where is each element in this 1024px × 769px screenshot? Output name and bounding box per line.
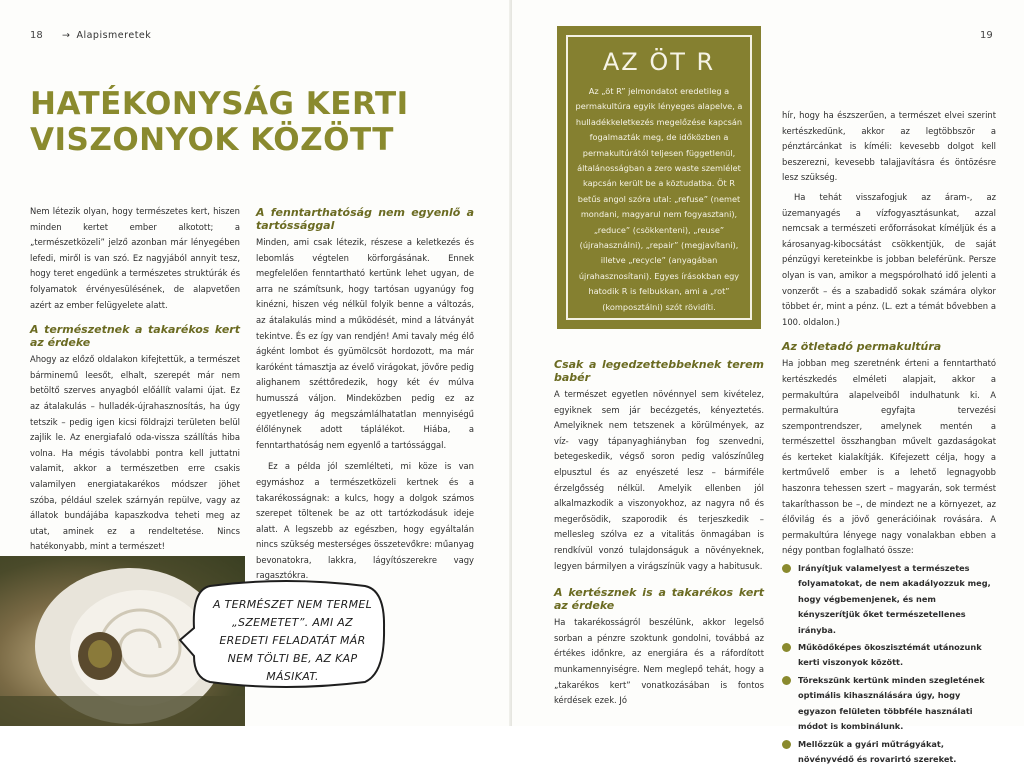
subheading-legedzettebbeknek: Csak a legedzettebbeknek terem babér xyxy=(554,358,764,384)
paragraph: Ha takarékosságról beszélünk, akkor legelső sorban a pénzre szoktunk gondolni, továbbá az értékes időnkre, az energiára és a ráfordított munkamennyiségre. Nem meglepő tehát, hogy a „takarékos kert” vonatkozásában is fontos kérdések ezek. Jó xyxy=(554,617,764,706)
left-column-2 xyxy=(256,206,474,584)
paragraph: Minden, ami csak létezik, részese a keletkezés és lebomlás végtelen körforgásának. Ennek megfelelően fenntartható kertünk lehet ugyan, de arra ne számítsunk, hogy tartósan ugyanúgy fog kinézni, hiszen vég nélkül folyik benne a változás, az átalakulás mind a működését, mind a látványát tekintve. És ez így van rendjén! Ami tavaly még élő ágként lombot és gyümölcsöt hordozott, ma már karóként támasztja az évelő virágokat, jövőre pedig alighanem széttőredezik, hogy két év múlva humusszá váljon. Mindeközben pedig ez az egyetlenegy ág megszámlálhatatlan mennyiségű élőlénynek adott táplálékot. Hiába, a fenntarthatóság nem egyenlő a tartóssággal. xyxy=(256,237,474,450)
page-number: 18 xyxy=(30,30,43,41)
bullet-dot-icon xyxy=(782,676,791,685)
principles-list xyxy=(782,561,996,767)
paragraph: hír, hogy ha észszerűen, a természet elvei szerint kertészkedünk, akkor az legtöbbször a pénztárcánkat is kíméli: kevesebb dolgot kell beszerezni, kevesebb talajjavításra és öntözésre lesz szükség. xyxy=(782,110,996,183)
subheading-termeszetnek: A természetnek a takarékos kert az érdeke xyxy=(30,323,240,350)
subheading-permakultura: Az ötletadó permakultúra xyxy=(782,340,942,354)
paragraph: Ha jobban meg szeretnénk érteni a fenntartható kertészkedés elméleti alapjait, akkor a permakultúra alapelveiből indulhatunk ki. A permakultúra egyfajta tervezési szempontrendszer, amelynek mentén a természettel összhangban művelt gazdaságokat és kerteket kialakítják. Kifejezett célja, hogy a kertművelő ember is a lehető legnagyobb haszonra tehessen szert – magyarán, sok termést takaríthasson be –, de mindezt ne a környezet, az élővilág és a jövő generációinak rovására. A permakultúra lényege nagy vonalakban ebben a négy pontban foglalható össze: xyxy=(782,358,996,556)
page-number: 19 xyxy=(980,30,993,41)
intro-paragraph: Nem létezik olyan, hogy természetes kert, hiszen minden kertet ember alkotott; a „természetközeli” jelző azonban már lényegében lefedi, miről is van szó. Ez nagyjából annyit tesz, hogy teret engedünk a természetes struktúrák és folyamatok érvényesülésének, de alapvetően azért az ember felügyelete alatt. xyxy=(30,206,240,310)
subheading-kertesznek: A kertésznek is a takarékos kert az érdeke xyxy=(554,586,764,613)
bullet-dot-icon xyxy=(782,564,791,573)
running-head xyxy=(62,30,151,41)
bullet-dot-icon xyxy=(782,740,791,749)
list-item: Működőképes ökoszisztémát utánozunk kerti viszonyok között. xyxy=(782,640,996,671)
boxout-title: AZ ÖT R xyxy=(602,48,716,76)
boxout-ot-r xyxy=(557,26,761,329)
arrow-right-icon: → xyxy=(62,30,71,41)
left-column-1 xyxy=(30,204,240,555)
right-column-2 xyxy=(782,108,996,769)
subheading-fenntarthatosag: A fenntarthatóság nem egyenlő a tartóssággal xyxy=(256,206,474,232)
right-column-1 xyxy=(554,358,764,709)
paragraph: Ahogy az előző oldalakon kifejtettük, a természet bárminemű leesőt, elhalt, szerepét már nem betöltő szerves anyagból előállít valami újat. Ez az átalakulás – hulladék-újrahasznosítás, ha úgy tetszik – pedig igen kicsi földrajzi területen belül zajlik le. Az energiafaló oda-vissza szállítás hiba volna. Ha mégis távolabbi pontra kell juttatni valamit, akkor a természetben erre csakis valamilyen energiatakarékos módszer jöhet szóba, például szelek szárnyán repülve, vagy az állatok bundájába kapaszkodva teheti meg az utat, aminek ez a rendeltetése. Nincs hatékonyabb, mint a természet! xyxy=(30,354,240,552)
speech-bubble-text: A TERMÉSZET NEM TERMEL „SZEMETET”. AMI AZ EREDETI FELADATÁT MÁR NEM TÖLTI BE, AZ KAP MÁSIKAT. xyxy=(212,598,373,683)
list-item: Törekszünk kertünk minden szegletének optimális kihasználására úgy, hogy egyazon felületen többféle használati módot is kombinálunk. xyxy=(782,673,996,735)
paragraph: Ha tehát visszafogjuk az áram-, az üzemanyagés a vízfogyasztásunkat, azzal nemcsak a természeti erőforrásokat kíméljük és a károsanyag-kibocsátást csökkentjük, de saját pénzügyi kereteinkbe is jobban beleférünk. Persze olyan is van, amikor a megspórolható idő jelenti a vonzerőt – és a szabadidő sokak számára olykor többet ér, mint a pénz. (L. ezt a témát bővebben a 100. oldalon.) xyxy=(782,191,996,327)
left-page xyxy=(0,0,512,726)
bullet-dot-icon xyxy=(782,643,791,652)
chapter-title: HATÉKONYSÁG KERTI VISZONYOK KÖZÖTT xyxy=(30,86,409,158)
paragraph: A természet egyetlen növénnyel sem kivételez, egyiknek sem jár becézgetés, kényeztetés. Amelyiknek nem tetszenek a körülmények, az víz- vagy tápanyaghiányban fog szenvedni, betegeskedik, végső soron pedig valószínűleg elpusztul és az enyészeté lesz – bármiféle érzelgősség nélkül. Amelyik ellenben jól alkalmazkodik a viszonyokhoz, az nagyra nő és megerősödik, szaporodik és terjeszkedik – mellesleg szólva ez a vitalitás önmagában is rendkívül vonzó tulajdonságuk a növényeknek, legyen bármilyen a virágszínük vagy a habitusuk. xyxy=(554,389,764,571)
list-item: Irányítjuk valamelyest a természetes folyamatokat, de nem akadályozzuk meg, hogy végbemenjenek, és nem kényszerítjük őket természetellenes irányba. xyxy=(782,561,996,638)
running-head-label: Alapismeretek xyxy=(76,30,152,41)
list-item: Mellőzzük a gyári műtrágyákat, növényvédő és rovarirtó szereket. xyxy=(782,737,996,768)
paragraph: Ez a példa jól szemlélteti, mi köze is van egymáshoz a természetközeli kertnek és a takarékosságnak: a kulcs, hogy a dolgok számos szerepet töltenek be az ott tartózkodásuk ideje alatt. A legszebb az egészben, hogy egyáltalán nincs szükség mesterséges összetevőkre: műanyag bevonatokra, lakkra, lágyítószerekre vagy ragasztókra. xyxy=(256,461,474,581)
boxout-text: Az „öt R” jelmondatot eredetileg a permakultúra egyik lényeges alapelve, a hulladékkeletkezés megelőzése kapcsán fogalmazták meg, de időközben a permakultúrától teljesen függetlenül, általánosságban a zero waste szemlélet kapcsán került be a köztudatba. Öt R betűs angol szóra utal: „refuse” (nemet mondani, magyarul nem fogyasztani), „reduce” (csökkenteni), „reuse” (újrahasználni), „repair” (megjavítani), illetve „recycle” (anyagában újrahasznosítani). Egyes írásokban egy hatodik R is felbukkan, ami a „rot” (komposztálni) szót rövidíti. xyxy=(575,86,743,312)
